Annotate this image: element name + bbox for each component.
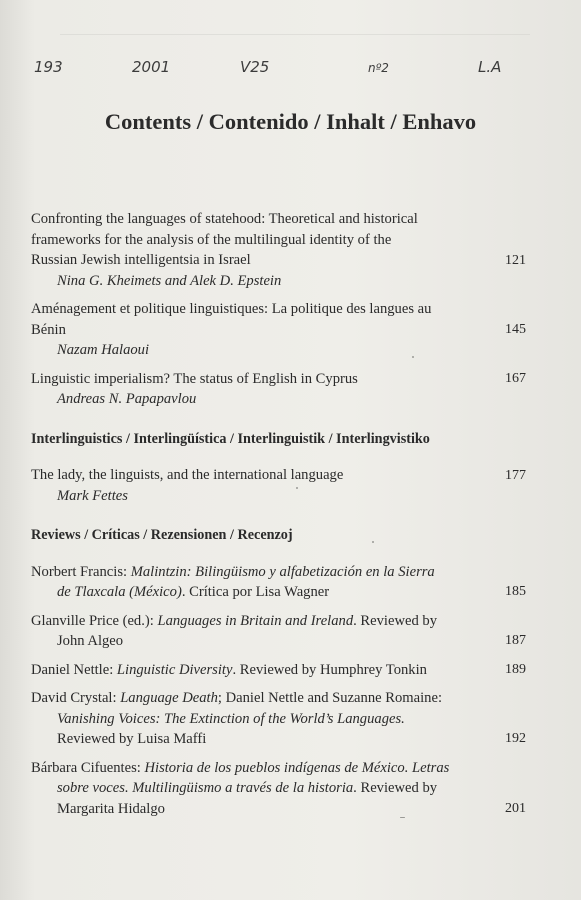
page-number: 177 (505, 467, 526, 483)
entry-title-line: The lady, the linguists, and the international language (31, 467, 344, 483)
review-work: Vanishing Voices: The Extinction of the World’s Languages. (57, 710, 405, 727)
page-number: 167 (505, 371, 526, 386)
handwritten-year: 2001 (132, 58, 171, 76)
entry-title-line: Bénin (31, 321, 66, 338)
toc-entry (31, 562, 526, 603)
review-work: Historia de los pueblos indígenas de México. Letras (144, 759, 450, 776)
page-number: 189 (505, 661, 526, 677)
toc-entry (31, 611, 526, 652)
entry-title-line: Linguistic imperialism? The status of English in Cyprus (31, 370, 358, 387)
paper-speck (372, 541, 374, 543)
entry-author: Nina G. Kheimets and Alek D. Epstein (57, 272, 282, 289)
section-heading-reviews: Reviews / Críticas / Rezensionen / Recenzoj (31, 527, 293, 543)
review-work: de Tlaxcala (México) (57, 584, 182, 600)
review-line (31, 688, 476, 709)
review-author: David Crystal: (31, 690, 117, 706)
review-line (31, 778, 476, 799)
entry-author: Nazam Halaoui (57, 342, 150, 358)
review-work: Language Death (120, 690, 218, 706)
paper-speck (296, 487, 298, 489)
page-number: 185 (505, 584, 526, 599)
review-reviewer: Margarita Hidalgo (57, 800, 165, 817)
review-tail: . Reviewed by (353, 780, 438, 796)
entry-title-line: Aménagement et politique linguistiques: La politique des langues au (31, 301, 432, 317)
toc-entry (31, 660, 526, 681)
review-line (31, 758, 476, 779)
bleed-through-text (60, 4, 530, 35)
review-reviewer: . Reviewed by Humphrey Tonkin (232, 661, 427, 678)
review-line (31, 562, 476, 583)
handwritten-issue: nº2 (368, 61, 389, 75)
toc-entry (31, 688, 526, 750)
review-work: Malintzin: Bilingüismo y alfabetización en la Sierra (130, 563, 435, 580)
handwritten-initials: L.A (478, 58, 502, 76)
review-work: Languages in Britain and Ireland (157, 612, 354, 629)
review-author-2: ; Daniel Nettle and Suzanne Romaine: (217, 690, 442, 706)
toc-entry (31, 465, 526, 506)
page-number: 121 (505, 252, 526, 268)
page-number: 201 (505, 800, 526, 816)
table-of-contents (31, 209, 526, 819)
review-reviewer: John Algeo (57, 633, 124, 649)
review-author: Glanville Price (ed.): (31, 612, 154, 629)
entry-title-line: Confronting the languages of statehood: Theoretical and historical (31, 211, 418, 227)
review-line (31, 660, 476, 681)
page-number: 192 (505, 731, 526, 746)
handwritten-volume: V25 (240, 58, 270, 76)
paper-speck (412, 356, 414, 358)
toc-entry (31, 758, 526, 820)
entry-author: Andreas N. Papapavlou (57, 391, 197, 407)
handwritten-volume-number: 193 (34, 58, 63, 76)
review-line (31, 709, 476, 730)
entry-title-line: frameworks for the analysis of the multilingual identity of the (31, 231, 392, 248)
entry-author: Mark Fettes (57, 487, 128, 504)
entry-title-line: Russian Jewish intelligentsia in Israel (31, 252, 251, 268)
review-reviewer: Reviewed by Luisa Maffi (57, 731, 207, 747)
review-author: Norbert Francis: (31, 563, 128, 580)
review-work: Linguistic Diversity (116, 661, 233, 678)
review-tail: . Reviewed by (353, 612, 438, 629)
review-work: sobre voces. Multilingüismo a través de la historia (57, 780, 354, 796)
review-reviewer: . Crítica por Lisa Wagner (181, 584, 330, 600)
page-number: 145 (505, 322, 526, 337)
page-number: 187 (505, 633, 526, 648)
toc-entry (31, 209, 526, 291)
review-author: Daniel Nettle: (31, 661, 114, 678)
review-author: Bárbara Cifuentes: (31, 759, 141, 776)
toc-entry (31, 299, 526, 361)
review-line (31, 611, 476, 632)
paper-speck (400, 817, 405, 818)
toc-entry (31, 369, 526, 410)
page-title: Contents / Contenido / Inhalt / Enhavo (104, 109, 477, 134)
review-line (31, 582, 476, 603)
section-heading-interlinguistics: Interlinguistics / Interlingüística / Interlinguistik / Interlingvistiko (31, 430, 430, 447)
